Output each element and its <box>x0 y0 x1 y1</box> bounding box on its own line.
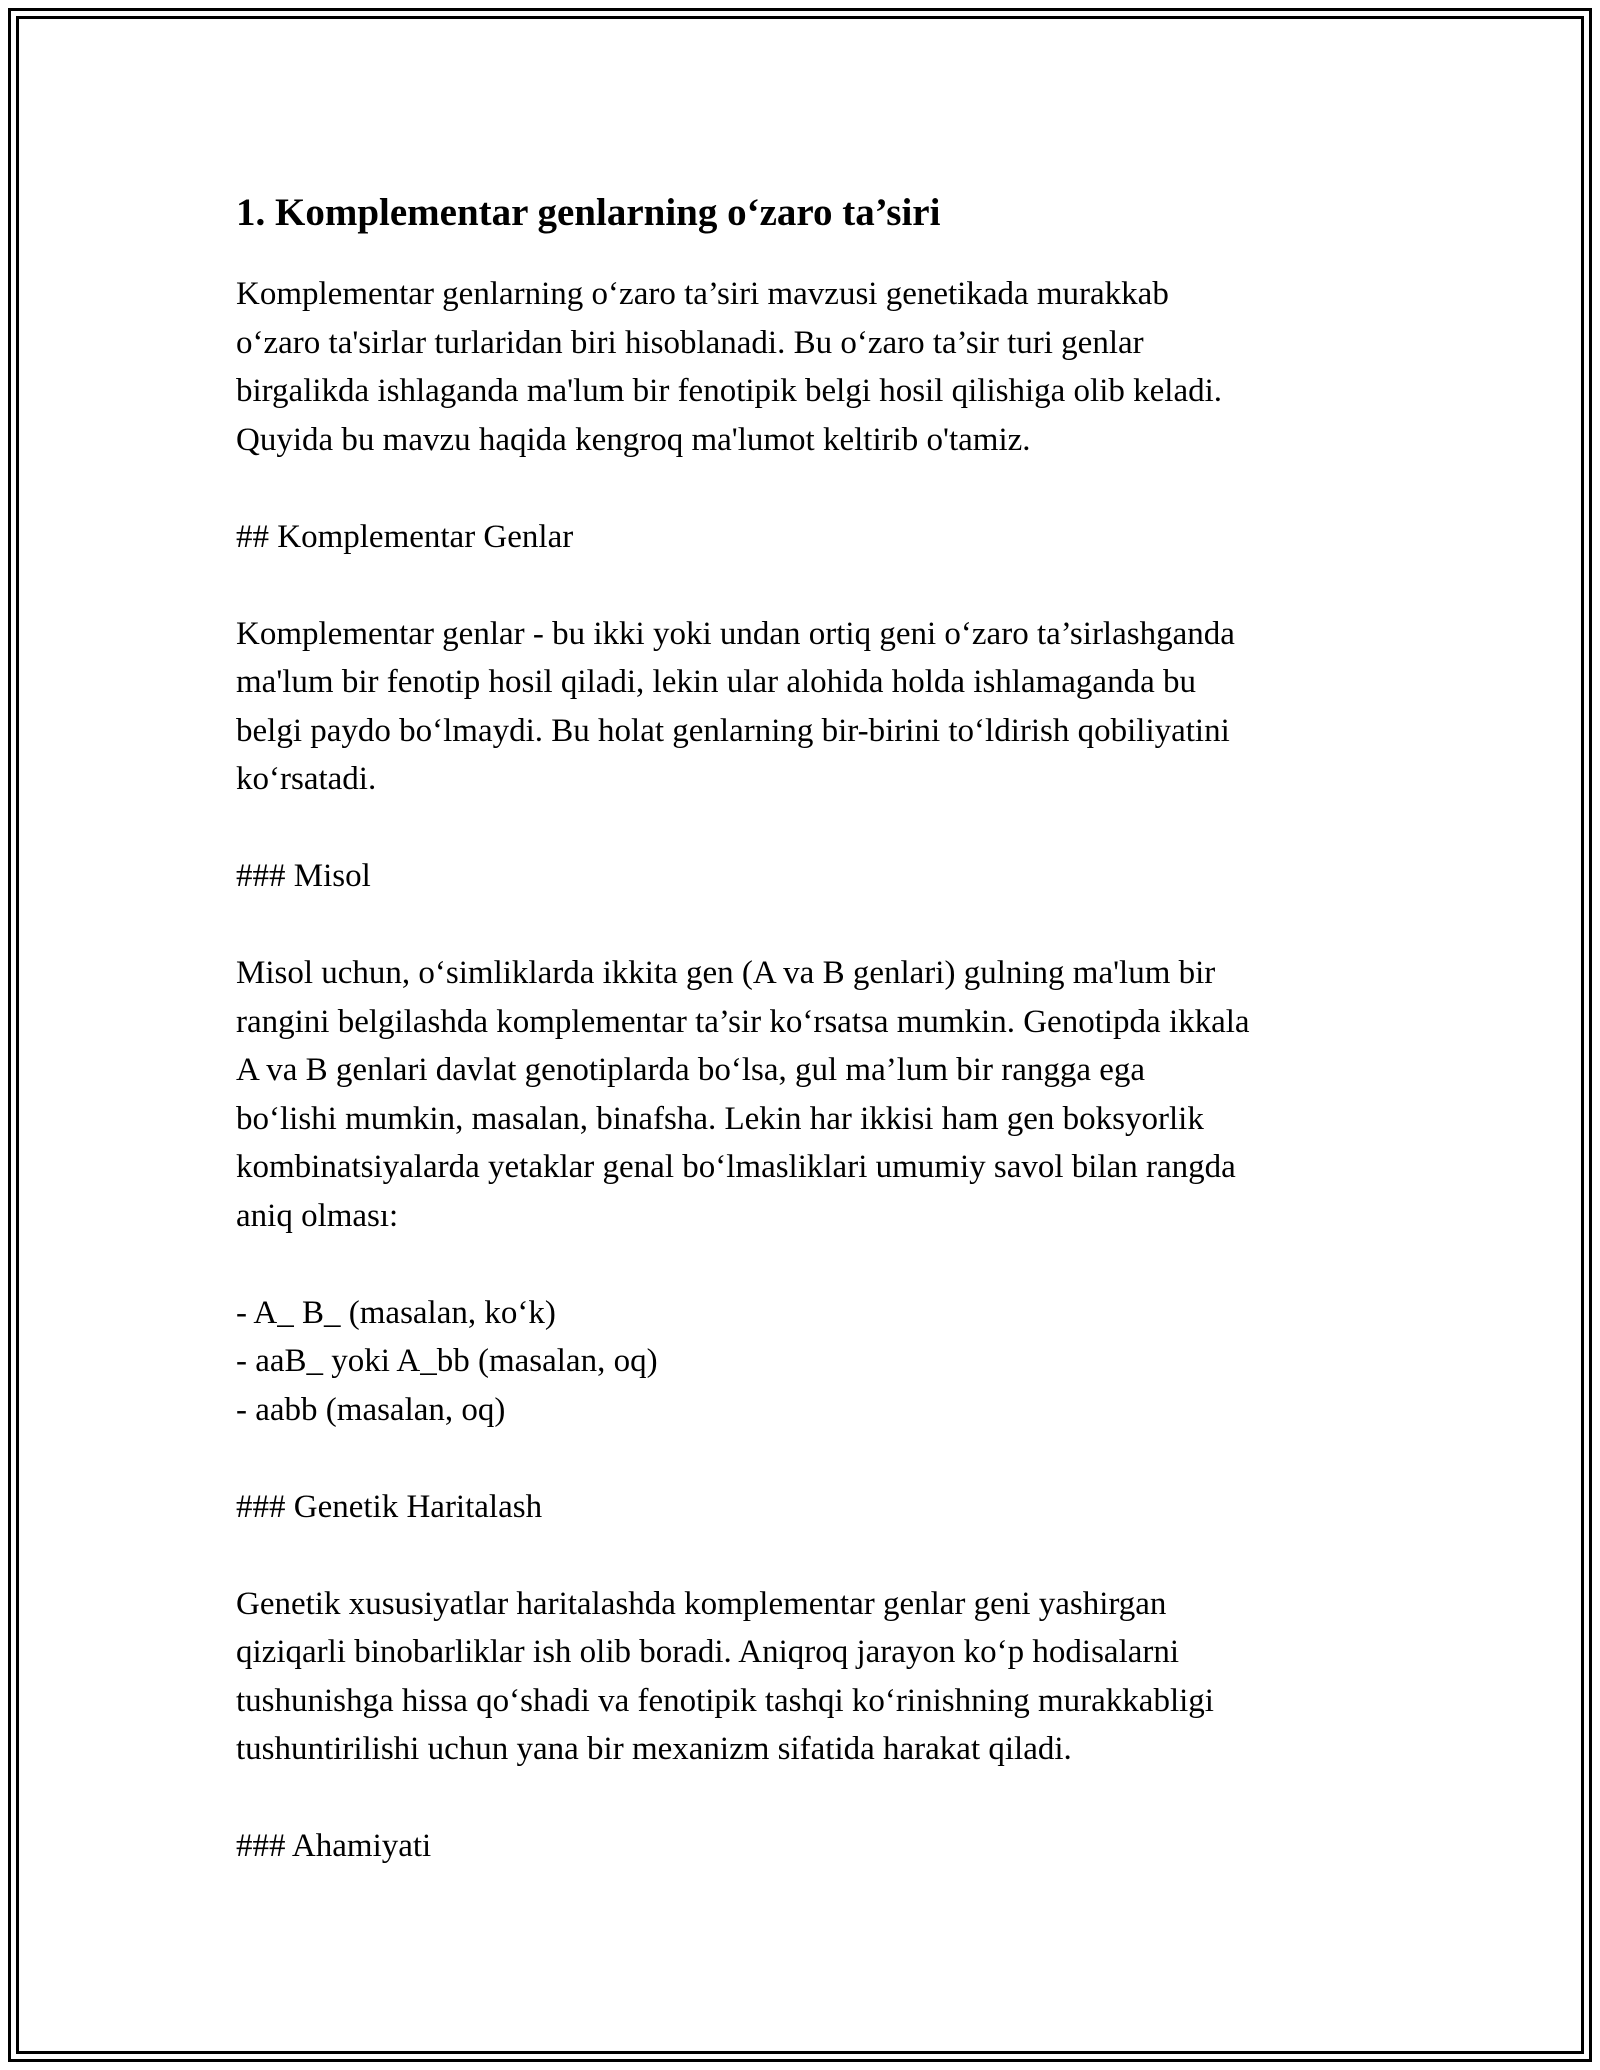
haritalash-paragraph <box>236 1580 1376 1774</box>
intro-line: Quyida bu mavzu haqida kengroq ma'lumot keltirib o'tamiz. <box>236 421 1031 458</box>
paragraph-line: Genetik xususiyatlar haritalashda komplementar genlar geni yashirgan <box>236 1585 1167 1622</box>
paragraph-line: belgi paydo bo‘lmaydi. Bu holat genlarning bir-birini to‘ldirish qobiliyatini <box>236 712 1230 749</box>
paragraph-line: tushuntirilishi uchun yana bir mexanizm sifatida harakat qiladi. <box>236 1731 1072 1767</box>
paragraph-line: tushunishga hissa qo‘shadi va fenotipik tashqi ko‘rinishning murakkabligi <box>236 1682 1214 1719</box>
intro-line: birgalikda ishlaganda ma'lum bir fenotipik belgi hosil qilishiga olib keladi. <box>236 373 1223 409</box>
komplementar-paragraph <box>236 610 1376 804</box>
list-item: - aabb (masalan, oq) <box>236 1391 506 1428</box>
paragraph-line: bo‘lishi mumkin, masalan, binafsha. Lekin har ikkisi ham gen boksyorlik <box>236 1100 1204 1137</box>
paragraph-line: ko‘rsatadi. <box>236 761 377 797</box>
page-title: 1. Komplementar genlarning o‘zaro ta’siri <box>236 191 941 234</box>
intro-line: o‘zaro ta'sirlar turlaridan biri hisoblanadi. Bu o‘zaro ta’sir turi genlar <box>236 324 1144 361</box>
paragraph-line: Komplementar genlar - bu ikki yoki undan ortiq geni o‘zaro ta’sirlashganda <box>236 615 1235 652</box>
list-item: - A_ B_ (masalan, ko‘k) <box>236 1294 556 1331</box>
paragraph-line: ma'lum bir fenotip hosil qiladi, lekin ular alohida holda ishlamaganda bu <box>236 664 1196 700</box>
section-heading-misol: ### Misol <box>236 858 371 894</box>
paragraph-line: qiziqarli binobarliklar ish olib boradi. Aniqroq jarayon ko‘p hodisalarni <box>236 1634 1180 1670</box>
misol-paragraph <box>236 949 1376 1240</box>
list-item: - aaB_ yoki A_bb (masalan, oq) <box>236 1343 658 1379</box>
intro-paragraph <box>236 270 1376 464</box>
intro-line: Komplementar genlarning o‘zaro ta’siri mavzusi genetikada murakkab <box>236 276 1169 312</box>
paragraph-line: aniq olması: <box>236 1197 399 1234</box>
section-heading-komplementar: ## Komplementar Genlar <box>236 518 574 555</box>
genotype-list <box>236 1289 1376 1435</box>
section-heading-ahamiyati: ### Ahamiyati <box>236 1828 432 1864</box>
paragraph-line: Misol uchun, o‘simliklarda ikkita gen (A va B genlari) gulning ma'lum bir <box>236 955 1216 991</box>
paragraph-line: rangini belgilashda komplementar ta’sir ko‘rsatsa mumkin. Genotipda ikkala <box>236 1003 1250 1040</box>
paragraph-line: A va B genlari davlat genotiplarda bo‘lsa, gul ma’lum bir rangga ega <box>236 1052 1146 1088</box>
paragraph-line: kombinatsiyalarda yetaklar genal bo‘lmasliklari umumiy savol bilan rangda <box>236 1149 1236 1185</box>
section-heading-haritalash: ### Genetik Haritalash <box>236 1488 543 1525</box>
document-body <box>236 182 1376 1919</box>
